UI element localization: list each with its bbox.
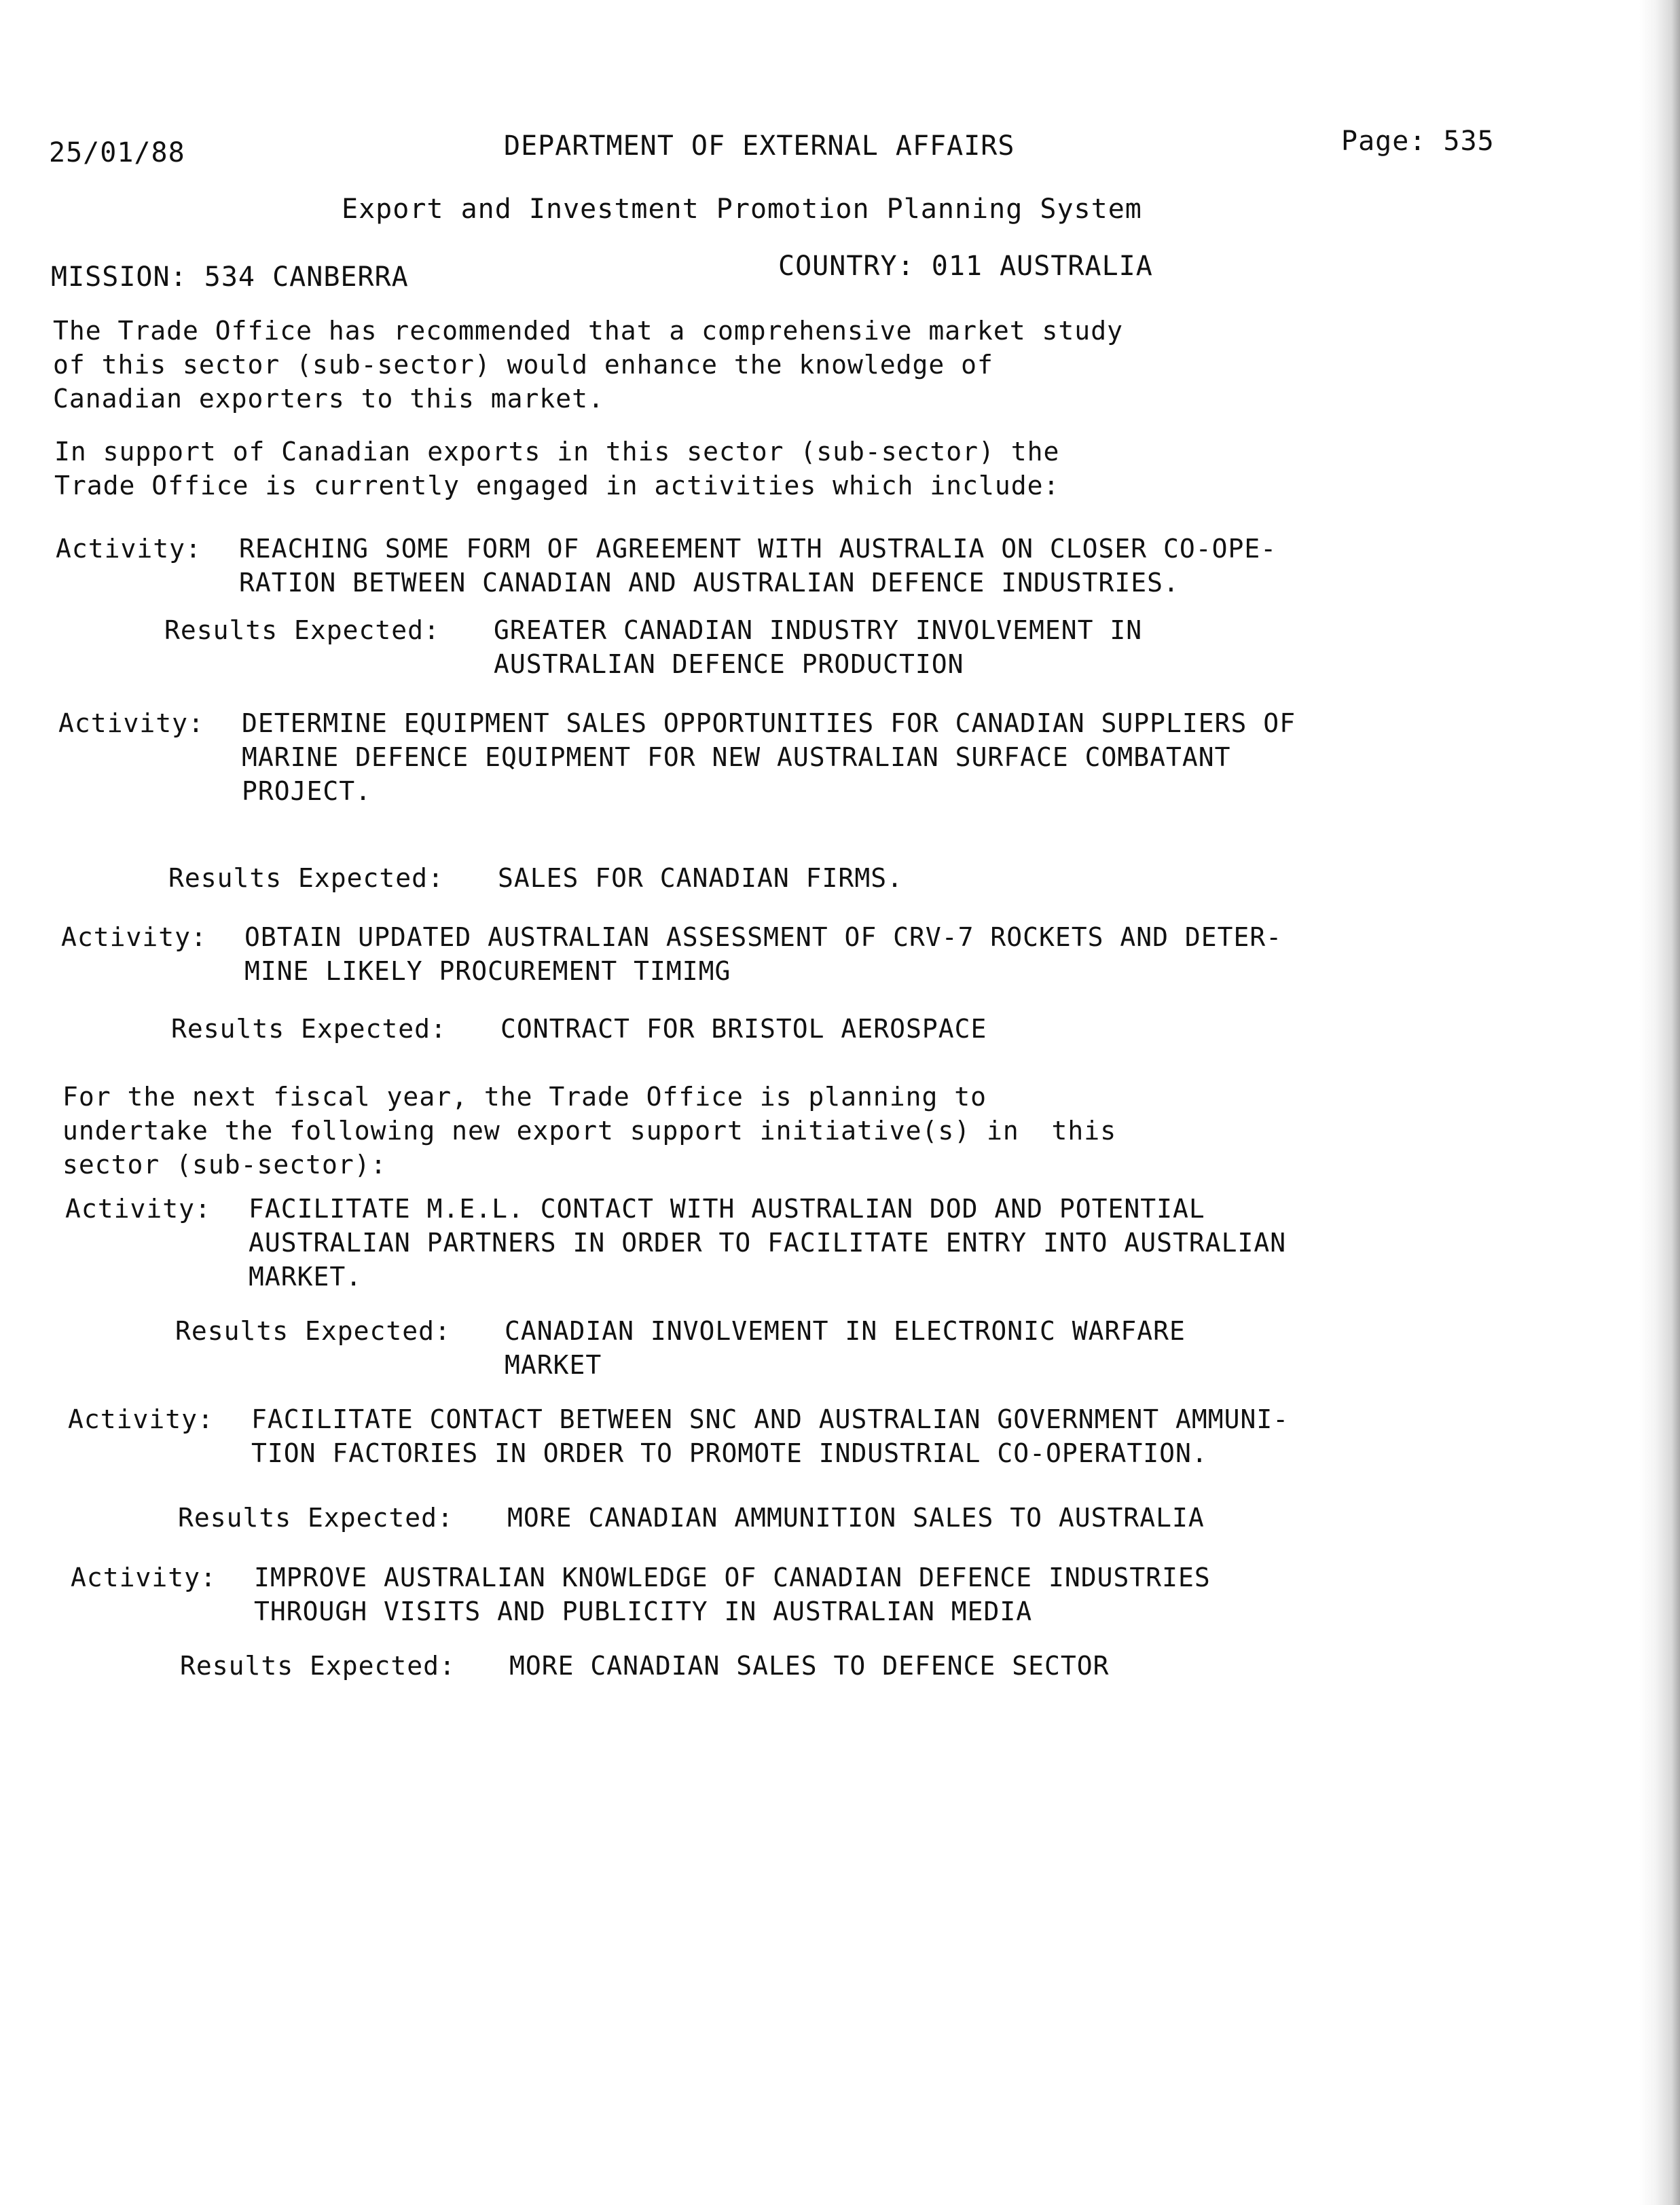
activity-text: OBTAIN UPDATED AUSTRALIAN ASSESSMENT OF CRV-7 ROCKETS AND DETER- MINE LIKELY PROCUREMENT TIMIMG <box>244 922 1283 986</box>
results-text: SALES FOR CANADIAN FIRMS. <box>498 863 903 893</box>
mission-line <box>51 260 409 294</box>
country-value: 011 AUSTRALIA <box>931 251 1153 282</box>
activity-entry <box>61 920 1282 988</box>
country-label: COUNTRY: <box>778 251 915 282</box>
mission-value: 534 CANBERRA <box>204 261 409 293</box>
system-title: Export and Investment Promotion Planning System <box>342 194 1142 225</box>
results-label: Results Expected: <box>180 1651 456 1681</box>
next-year-paragraph: For the next fiscal year, the Trade Office is planning to undertake the following new export support initiative(s) in this sector (sub-sector): <box>62 1082 1117 1180</box>
results-label: Results Expected: <box>175 1316 451 1346</box>
activity-entry <box>68 1402 1289 1470</box>
intro-paragraph-support: In support of Canadian exports in this sector (sub-sector) the Trade Office is currently engaged in activities which include: <box>54 437 1060 500</box>
activity-label: Activity: <box>56 534 202 564</box>
results-text: MORE CANADIAN SALES TO DEFENCE SECTOR <box>509 1651 1110 1681</box>
results-entry <box>168 861 903 895</box>
results-text: CONTRACT FOR BRISTOL AEROSPACE <box>500 1014 987 1044</box>
results-entry <box>171 1012 987 1046</box>
results-entry <box>178 1501 1205 1535</box>
results-entry <box>180 1649 1109 1683</box>
results-text: GREATER CANADIAN INDUSTRY INVOLVEMENT IN AUSTRALIAN DEFENCE PRODUCTION <box>494 615 1143 679</box>
page-edge-shadow <box>1639 0 1680 2205</box>
page-indicator <box>1341 124 1495 158</box>
activity-label: Activity: <box>61 922 207 952</box>
results-entry <box>175 1314 1186 1382</box>
results-text: MORE CANADIAN AMMUNITION SALES TO AUSTRALIA <box>507 1503 1205 1533</box>
activity-label: Activity: <box>71 1563 217 1592</box>
activity-label: Activity: <box>58 708 204 738</box>
activity-entry <box>71 1561 1211 1628</box>
activity-text: FACILITATE M.E.L. CONTACT WITH AUSTRALIAN DOD AND POTENTIAL AUSTRALIAN PARTNERS IN ORDER TO FACILITATE ENTRY INTO AUSTRALIAN MARKET. <box>249 1194 1287 1292</box>
page-number: 535 <box>1443 126 1495 157</box>
report-date: 25/01/88 <box>49 137 185 168</box>
country-line <box>778 249 1153 283</box>
results-text: CANADIAN INVOLVEMENT IN ELECTRONIC WARFARE MARKET <box>505 1316 1186 1380</box>
activity-entry <box>56 532 1277 600</box>
results-label: Results Expected: <box>168 863 444 893</box>
activity-text: IMPROVE AUSTRALIAN KNOWLEDGE OF CANADIAN DEFENCE INDUSTRIES THROUGH VISITS AND PUBLICITY IN AUSTRALIAN MEDIA <box>254 1563 1211 1626</box>
activity-entry <box>65 1192 1286 1294</box>
results-label: Results Expected: <box>171 1014 447 1044</box>
results-label: Results Expected: <box>178 1503 454 1533</box>
activity-text: FACILITATE CONTACT BETWEEN SNC AND AUSTRALIAN GOVERNMENT AMMUNI- TION FACTORIES IN ORDER TO PROMOTE INDUSTRIAL CO-OPERATION. <box>251 1404 1290 1468</box>
department-title: DEPARTMENT OF EXTERNAL AFFAIRS <box>504 130 1015 162</box>
results-entry <box>164 613 1142 681</box>
activity-entry <box>58 706 1296 808</box>
activity-label: Activity: <box>65 1194 211 1224</box>
activity-label: Activity: <box>68 1404 214 1434</box>
intro-paragraph-recommendation: The Trade Office has recommended that a comprehensive market study of this sector (sub-sector) would enhance the knowledge of Canadian exporters to this market. <box>53 316 1123 414</box>
mission-label: MISSION: <box>51 261 187 293</box>
activity-text: DETERMINE EQUIPMENT SALES OPPORTUNITIES FOR CANADIAN SUPPLIERS OF MARINE DEFENCE EQUIPMENT FOR NEW AUSTRALIAN SURFACE COMBATANT PROJECT. <box>242 708 1296 806</box>
page-label: Page: <box>1341 126 1427 157</box>
activity-text: REACHING SOME FORM OF AGREEMENT WITH AUSTRALIA ON CLOSER CO-OPE- RATION BETWEEN CANADIAN AND AUSTRALIAN DEFENCE INDUSTRIES. <box>239 534 1277 598</box>
results-label: Results Expected: <box>164 615 440 645</box>
